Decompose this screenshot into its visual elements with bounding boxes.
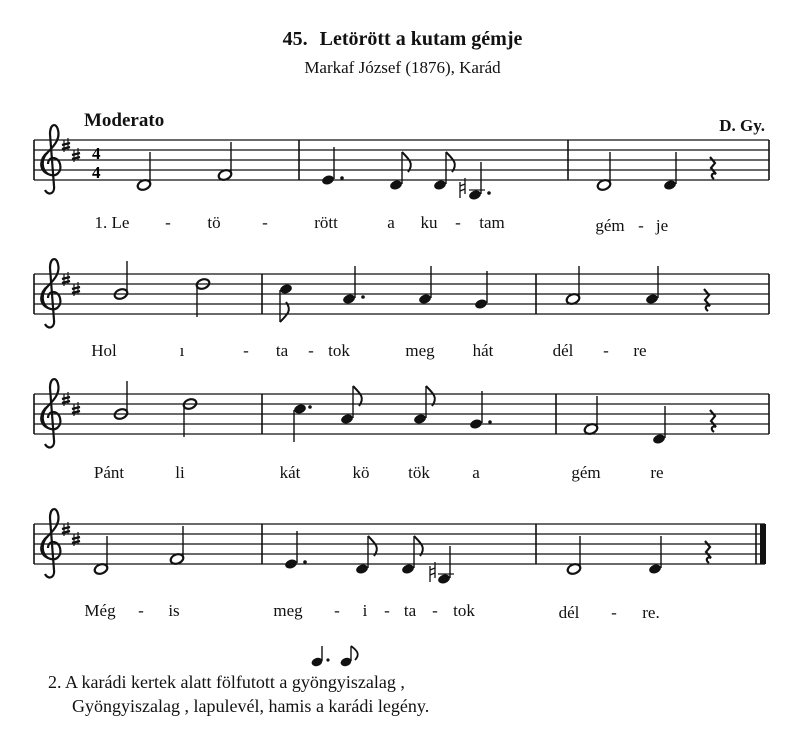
lyric-syllable: ta xyxy=(403,601,417,620)
song-source: Markaf József (1876), Karád xyxy=(304,58,501,77)
lyric-syllable: dél xyxy=(558,603,580,622)
attribution: D. Gy. xyxy=(719,116,765,135)
time-signature-bottom: 4 xyxy=(92,163,101,182)
lyric-syllable: kö xyxy=(352,463,370,482)
rhythm-hint-icon xyxy=(310,646,357,668)
verse-2-line-2: Gyöngyiszalag , lapulevél, hamis a karádi legény. xyxy=(72,696,430,716)
lyric-syllable: ı xyxy=(179,341,185,360)
lyric-syllable: re. xyxy=(642,603,660,622)
lyric-syllable: ku xyxy=(420,213,438,232)
lyric-syllable: a xyxy=(472,463,480,482)
song-title-text: Letörött a kutam gémje xyxy=(319,28,523,50)
song-number: 45. xyxy=(282,28,308,50)
lyric-syllable: meg xyxy=(405,341,435,360)
lyric-syllable: is xyxy=(168,601,180,620)
lyric-hyphen: - xyxy=(334,601,340,620)
quarter-rest-icon xyxy=(710,410,716,432)
tempo-marking: Moderato xyxy=(84,110,165,131)
lyric-hyphen: - xyxy=(455,213,461,232)
lyric-syllable: rött xyxy=(314,213,338,232)
staff-system-2 xyxy=(34,259,769,327)
lyric-syllable: i xyxy=(362,601,368,620)
treble-clef-icon xyxy=(41,379,60,447)
lyric-syllable: tök xyxy=(408,463,430,482)
verse-2-line-1: 2. A karádi kertek alatt fölfutott a gyöngyiszalag , xyxy=(48,672,405,692)
lyric-hyphen: - xyxy=(384,601,390,620)
lyric-syllable: hát xyxy=(472,341,494,360)
lyric-syllable: gém xyxy=(595,216,625,235)
lyric-syllable: 1. Le xyxy=(94,213,130,232)
lyric-syllable: Hol xyxy=(91,341,117,360)
lyric-syllable: tok xyxy=(328,341,350,360)
lyric-syllable: Pánt xyxy=(93,463,125,482)
lyric-syllable: gém xyxy=(571,463,601,482)
staff-system-3 xyxy=(34,379,769,447)
lyric-syllable: Még xyxy=(84,601,116,620)
treble-clef-icon xyxy=(41,125,60,193)
staff-system-4 xyxy=(34,509,766,585)
lyric-syllable: je xyxy=(655,216,669,235)
lyric-syllable: li xyxy=(175,463,185,482)
lyric-syllable: re xyxy=(633,341,647,360)
lyric-syllable: tok xyxy=(453,601,475,620)
lyric-hyphen: - xyxy=(138,601,144,620)
lyric-hyphen: - xyxy=(243,341,249,360)
lyric-hyphen: - xyxy=(262,213,268,232)
lyric-syllable: ta xyxy=(275,341,289,360)
treble-clef-icon xyxy=(41,509,60,577)
lyric-syllable: re xyxy=(650,463,664,482)
lyric-syllable: tam xyxy=(479,213,505,232)
lyric-syllable: dél xyxy=(552,341,574,360)
time-signature-top: 4 xyxy=(92,144,101,163)
staff-system-1 xyxy=(34,125,769,201)
lyric-hyphen: - xyxy=(603,341,609,360)
lyric-syllable: meg xyxy=(273,601,303,620)
lyric-syllable: tö xyxy=(207,213,221,232)
lyric-hyphen: - xyxy=(611,603,617,622)
quarter-rest-icon xyxy=(704,289,710,311)
lyric-syllable: a xyxy=(387,213,395,232)
treble-clef-icon xyxy=(41,259,60,327)
lyric-hyphen: - xyxy=(432,601,438,620)
lyric-syllable: kát xyxy=(279,463,301,482)
lyric-hyphen: - xyxy=(638,216,644,235)
lyric-hyphen: - xyxy=(308,341,314,360)
lyric-hyphen: - xyxy=(165,213,171,232)
